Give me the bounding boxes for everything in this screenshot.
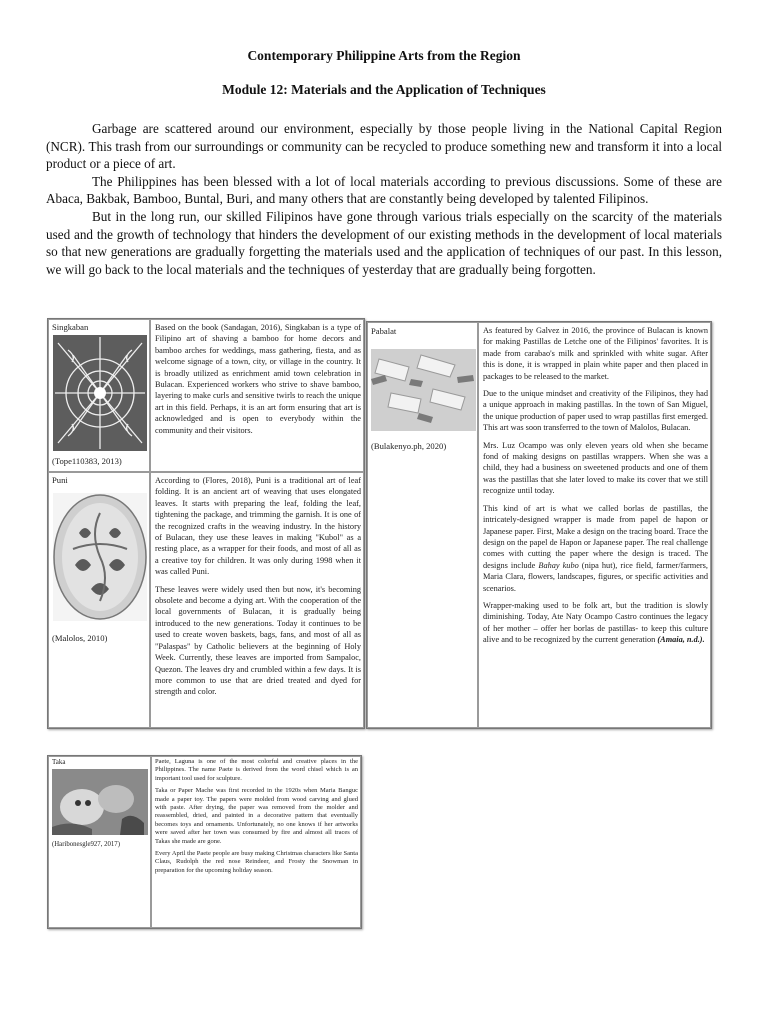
taka-label: Taka — [52, 758, 66, 766]
taka-image-cell — [48, 756, 151, 928]
singkaban-image-cell — [48, 319, 150, 472]
intro-paragraph: But in the long run, our skilled Filipinos have gone through various trials especially on the scarcity of the materials used and the growth of technology that hinders the development of our existing methods in the development of local materials so that new generations are gradually forgetting the materials used and the application of techniques of our past. In this lesson, we will go back to the local materials and the techniques of yesterday that are gradually being forgotten. — [46, 208, 722, 277]
left-art-card — [47, 318, 365, 729]
puni-image — [53, 493, 147, 621]
pabalat-image — [371, 349, 476, 431]
pabalat-credit: (Bulakenyo.ph, 2020) — [371, 441, 447, 451]
singkaban-image — [53, 335, 147, 451]
intro-paragraph: Garbage are scattered around our environment, especially by those people living in the National Capital Region (NCR). This trash from our surroundings or community can be recycled to produce something new and transform it into a local product or a piece of art. — [46, 121, 722, 172]
puni-image-cell — [48, 472, 150, 728]
taka-description: Paete, Laguna is one of the most colorful and creative places in the Philippines. The name Paete is derived from the word chisel which is an important tool used for sculpture. Taka or Paper Mache was first recorded in the 1920s when Maria Banguc made a paper toy. The papers were molded from wood carving and glued with paste. After drying, the paper was removed from the molder and reassembled, dried, and painted in a decorative pattern that eventually becomes toys and ornaments. Unfortunately, no one knows if her artworks were saved after her town was consumed by fire and almost all traces of Takas she made are gone. Every April the Paete people are busy making Christmas characters like Santa Claus, Rudolph the red nose Reindeer, and Frosty the Snowman in preparation for the upcoming holiday season. — [155, 758, 358, 874]
module-title: Module 12: Materials and the Application of Techniques — [222, 82, 546, 97]
singkaban-label: Singkaban — [52, 322, 89, 332]
intro-text — [46, 120, 722, 278]
singkaban-credit: (Tope110383, 2013) — [52, 456, 122, 466]
singkaban-text-cell — [150, 319, 364, 472]
pabalat-card — [366, 321, 712, 729]
taka-image — [52, 769, 148, 835]
puni-credit: (Malolos, 2010) — [52, 633, 108, 643]
taka-card — [47, 755, 362, 929]
puni-text-cell — [150, 472, 364, 728]
taka-text-cell — [151, 756, 361, 928]
intro-paragraph: The Philippines has been blessed with a lot of local materials according to previous discussions. Some of these are Abaca, Bakbak, Bamboo, Buntal, Buri, and many others that are constantly being developed by talented Filipinos. — [46, 173, 722, 207]
puni-label: Puni — [52, 475, 68, 485]
singkaban-description: Based on the book (Sandagan, 2016), Singkaban is a type of Filipino art of shaving a bamboo for home decors and bamboo arches for weddings, mass gathering, fiesta, and as welcome signage of a town, city, or village in the country. It is broadly utilized as enrichment amid town celebration in Bulacan. Experienced workers who strive to shave bamboo, layering to make curls and sensitive twirls to reach the unique art in this field. Perhaps, it is an art form ensuring that art is acknowledged and is open to everybody within the community and their visitors. — [155, 323, 361, 435]
pabalat-image-cell — [367, 322, 478, 728]
taka-credit: (Haribonesgle927, 2017) — [52, 841, 120, 848]
pabalat-text-cell — [478, 322, 711, 728]
puni-description: According to (Flores, 2018), Puni is a traditional art of leaf folding. It is an ancient art of weaving that uses elongated leaves. It starts with preparing the leaf, folding the leaf, tightening the package, and trimming the garnish. It is one of the recognized crafts in the weaving industry. In the history of Bulacan, they use these leaves in making "Kubol" as a resting place, as a wrapper for their foods, and most of all as a creative toy for children. It was only during 1998 when it was called Puni. These leaves were widely used then but now, it's becoming obsolete and become a dying art. With the cooperation of the local governments of Bulacan, it is gradually being introduced to the new generations. Today it continues to be used to create woven baskets, bags, fans, and most of all as "Palaspas" by Catholic believers at the beginning of Holy Week. Currently, these leaves are imported from Sampaloc, Quezon. The leaves dry and crumbled within a few days. It is more common to use that are dried treated and dyed for strength and color. — [155, 476, 361, 697]
pabalat-label: Pabalat — [371, 326, 397, 336]
page-title: Contemporary Philippine Arts from the Region — [247, 48, 521, 63]
pabalat-description: As featured by Galvez in 2016, the province of Bulacan is known for making Pastillas de Letche one of the Filipinos' favorites. It is made from carabao's milk and sprinkled with white sugar. After this is done, it is wrapped in plain white paper and then placed in packages to be released to the market. Due to the unique mindset and creativity of the Filipinos, they had a unique approach in making pastillas. In the town of San Miguel, the unique production of paper used to wrap pastillas first emerged. This art was soon transferred to the town of Malolos, Bulacan. Mrs. Luz Ocampo was only eleven years old when she became fond of making designs on pastillas wrappers. When she was a child, they had a business on sweetened products and one of them was the pastillas that she later loved to make its cover that we still recognize until today. This kind of art is what we called borlas de pastillas, the intricately-designed wrapper is made from papel de hapon or Japanese paper. First, Make a design on the tracing board. Trace the design on the papel de Hapon or Japanese paper. The real challenge comes with cutting the paper where the design is traced. The designs include Bahay kubo (nipa hut), rice field, farmer/farmers, Maria Clara, flowers, landscapes, figures, or specific activities and scenarios. Wrapper-making used to be folk art, but the tradition is slowly diminishing. Today, Ate Naty Ocampo Castro continues the legacy of her mother – offer her borlas de pastillas- to keep this culture alive and to be recognized by the current generation (Amaia, n.d.). — [483, 326, 708, 645]
